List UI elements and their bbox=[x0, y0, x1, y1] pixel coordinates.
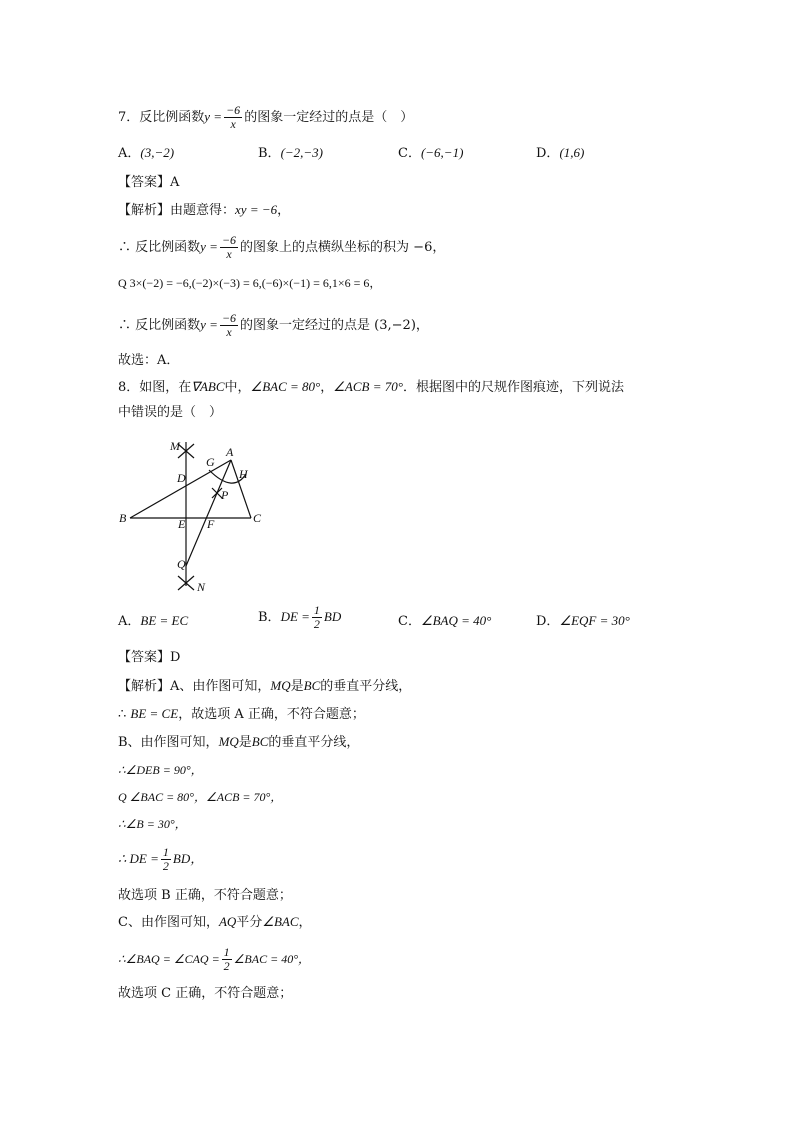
q7-l4-fraction bbox=[220, 312, 238, 339]
q8-stem-a: 8．如图，在 bbox=[118, 380, 192, 395]
q7-option-b bbox=[258, 144, 323, 163]
q7-option-b-letter: B． bbox=[258, 146, 281, 161]
q7-func: y = bbox=[204, 109, 223, 124]
q7-option-d-letter: D． bbox=[536, 146, 560, 161]
label-h: H bbox=[239, 467, 248, 481]
q7-analysis-label: 【解析】 bbox=[118, 203, 171, 218]
q8-option-d bbox=[536, 612, 630, 631]
q8-analysis-b5 bbox=[118, 846, 203, 873]
label-q: Q bbox=[177, 557, 186, 571]
q7-l2-prefix: ∴ 反比例函数 bbox=[118, 240, 201, 255]
q8-analysis-a1 bbox=[118, 677, 411, 696]
q8-c2-prefix: ∴∠BAQ = ∠CAQ = bbox=[118, 952, 220, 966]
q7-l4-frac-den: x bbox=[226, 325, 232, 339]
q7-analysis-math: xy = −6 bbox=[235, 202, 278, 217]
q7-l2-fraction bbox=[220, 234, 238, 261]
label-d: D bbox=[177, 471, 186, 485]
q7-frac-den: x bbox=[230, 117, 236, 131]
q8-a1-text: A、由作图可知， bbox=[170, 679, 271, 694]
q7-l2-suffix: 的图象上的点横纵坐标的积为 −6， bbox=[240, 240, 446, 255]
q7-analysis-line4 bbox=[118, 312, 429, 339]
q7-stem-prefix: 7．反比例函数 bbox=[118, 110, 205, 125]
segment-aq bbox=[186, 460, 231, 566]
q8-analysis-c3: 故选项 C 正确，不符合题意； bbox=[118, 986, 293, 1001]
q7-option-d-value: (1,6) bbox=[559, 145, 585, 160]
q8-option-a bbox=[118, 612, 188, 631]
q7-option-c bbox=[398, 144, 463, 163]
q8-a1-mid: 是 bbox=[290, 679, 304, 694]
label-a: A bbox=[226, 445, 234, 459]
q8-geometry-figure bbox=[118, 436, 288, 596]
q8-b5-fraction bbox=[161, 846, 171, 873]
q7-stem-suffix: 的图象一定经过的点是（ ） bbox=[244, 110, 414, 125]
q7-option-a bbox=[118, 144, 174, 163]
q8-a2-prefix: ∴ bbox=[118, 707, 131, 722]
q7-option-c-letter: C． bbox=[398, 146, 421, 161]
q7-analysis-line3: Q 3×(−2) = −6,(−2)×(−3) = 6,(−6)×(−1) = 6,1×6 = 6， bbox=[118, 276, 382, 290]
q7-analysis-line5: 故选：A． bbox=[118, 353, 180, 368]
q7-l2-frac-num: −6 bbox=[221, 233, 237, 247]
q8-option-b-rhs: BD bbox=[323, 609, 342, 624]
q7-analysis-line2 bbox=[118, 234, 445, 261]
segment-ba bbox=[130, 460, 231, 518]
q8-b5-den: 2 bbox=[162, 859, 169, 873]
q8-analysis-b4: ∴∠B = 30°， bbox=[118, 817, 187, 831]
q7-frac-num: −6 bbox=[226, 103, 241, 117]
q8-c1-text: C、由作图可知， bbox=[118, 915, 219, 930]
q7-l2-func: y = bbox=[200, 239, 218, 254]
q8-stem-angle2: ∠ACB = 70° bbox=[333, 379, 403, 394]
q8-option-c-letter: C． bbox=[398, 614, 421, 629]
q8-b1-mid: 是 bbox=[238, 735, 252, 750]
label-n: N bbox=[197, 580, 206, 594]
q7-l4-func: y = bbox=[200, 317, 218, 332]
q8-option-d-value: ∠EQF = 30° bbox=[559, 613, 630, 628]
q8-analysis-b6: 故选项 B 正确，不符合题意； bbox=[118, 888, 292, 903]
q7-option-b-value: (−2,−3) bbox=[280, 145, 324, 160]
q7-l4-frac-num: −6 bbox=[221, 311, 237, 325]
label-g: G bbox=[206, 455, 215, 469]
q8-stem-line1 bbox=[118, 378, 624, 397]
q8-option-d-letter: D． bbox=[536, 614, 560, 629]
q7-option-d bbox=[536, 144, 584, 163]
q8-c1-m2: ∠BAC bbox=[262, 914, 299, 929]
q8-a1-m2: BC bbox=[303, 678, 321, 693]
q8-c1-mid: 平分 bbox=[236, 915, 263, 930]
q8-a1-m1: MQ bbox=[270, 678, 291, 693]
q8-analysis-b1 bbox=[118, 733, 359, 752]
q8-c1-end: ， bbox=[298, 915, 312, 930]
q7-l2-frac-den: x bbox=[226, 247, 232, 261]
q8-a2-end: ，故选项 A 正确，不符合题意； bbox=[178, 707, 365, 722]
label-e: E bbox=[178, 517, 186, 531]
q8-analysis-label: 【解析】 bbox=[118, 679, 171, 694]
q7-l4-prefix: ∴ 反比例函数 bbox=[118, 318, 201, 333]
q8-a2-math: BE = CE bbox=[130, 706, 179, 721]
q8-analysis-c1 bbox=[118, 913, 312, 932]
q8-option-b-lhs: DE = bbox=[280, 609, 310, 624]
q8-stem-b: 中， bbox=[224, 380, 251, 395]
q7-analysis-line1 bbox=[118, 201, 290, 220]
q8-b1-m1: MQ bbox=[218, 734, 239, 749]
q8-c2-suffix: ∠BAC = 40°， bbox=[233, 952, 310, 966]
q8-analysis-b2: ∴∠DEB = 90°， bbox=[118, 763, 203, 777]
q8-option-a-value: BE = EC bbox=[140, 613, 189, 628]
q7-analysis-text: 由题意得： bbox=[170, 203, 236, 218]
q8-option-b-den: 2 bbox=[313, 617, 320, 631]
label-m: M bbox=[170, 439, 180, 453]
q7-option-c-value: (−6,−1) bbox=[420, 145, 464, 160]
q8-c2-num: 1 bbox=[223, 945, 230, 959]
q7-fraction bbox=[224, 104, 242, 131]
q8-b5-prefix: ∴ DE = bbox=[118, 851, 159, 866]
q8-c2-fraction bbox=[222, 946, 232, 973]
q8-b1-text: B、由作图可知， bbox=[118, 735, 219, 750]
q8-analysis-c2 bbox=[118, 946, 310, 973]
q8-analysis-b3: Q ∠BAC = 80°，∠ACB = 70°， bbox=[118, 790, 283, 804]
q8-analysis-a2 bbox=[118, 705, 365, 724]
q8-stem-angle1: ∠BAC = 80° bbox=[250, 379, 321, 394]
q8-option-c bbox=[398, 612, 491, 631]
q8-option-b-num: 1 bbox=[313, 603, 320, 617]
q7-option-a-letter: A． bbox=[118, 146, 141, 161]
q8-stem-line2: 中错误的是（ ） bbox=[118, 405, 223, 420]
label-f: F bbox=[207, 517, 215, 531]
q8-a1-end: 的垂直平分线， bbox=[320, 679, 412, 694]
q7-stem bbox=[118, 104, 413, 131]
q8-option-c-value: ∠BAQ = 40° bbox=[420, 613, 492, 628]
q8-stem-triangle: ∇ABC bbox=[191, 379, 225, 394]
q8-answer: 【答案】D bbox=[118, 650, 181, 665]
q8-b5-suffix: BD， bbox=[172, 851, 204, 866]
q8-option-b bbox=[258, 604, 341, 631]
q8-b5-num: 1 bbox=[162, 845, 169, 859]
q8-option-a-letter: A． bbox=[118, 614, 141, 629]
q8-option-b-fraction bbox=[312, 604, 322, 631]
q8-option-b-letter: B． bbox=[258, 610, 281, 625]
q7-answer: 【答案】A bbox=[118, 175, 180, 190]
q7-option-a-value: (3,−2) bbox=[140, 145, 175, 160]
label-p: P bbox=[221, 488, 229, 502]
q8-b1-end: 的垂直平分线， bbox=[268, 735, 360, 750]
q8-c2-den: 2 bbox=[223, 959, 230, 973]
q8-c1-m1: AQ bbox=[218, 914, 237, 929]
q8-stem-c: ， bbox=[320, 380, 334, 395]
q7-l4-suffix: 的图象一定经过的点是 (3,−2)， bbox=[240, 318, 429, 333]
label-b: B bbox=[119, 511, 127, 525]
q8-stem-d: ．根据图中的尺规作图痕迹，下列说法 bbox=[402, 380, 624, 395]
q7-analysis-end: ， bbox=[277, 203, 291, 218]
q8-b1-m2: BC bbox=[251, 734, 269, 749]
label-c: C bbox=[253, 511, 262, 525]
